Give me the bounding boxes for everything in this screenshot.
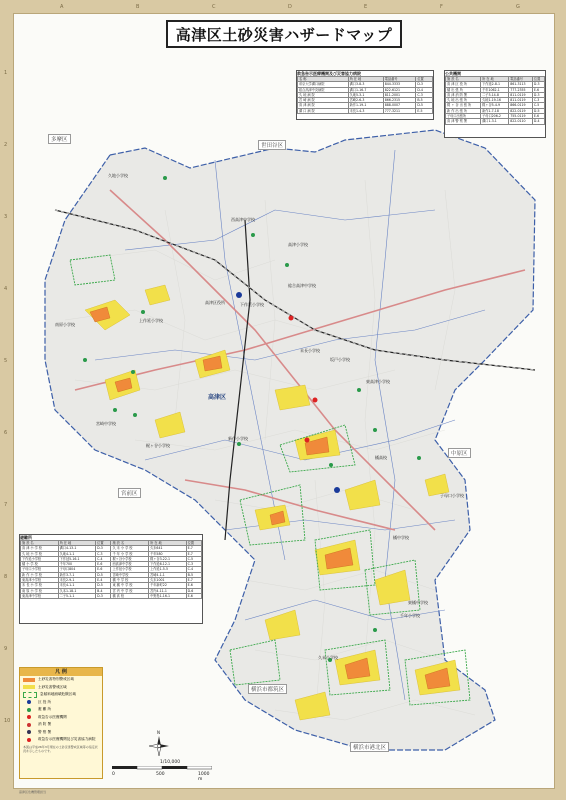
area-label-miyamae: 宮前区: [118, 488, 141, 498]
table-cell: 下作延2-8-1: [481, 82, 509, 87]
place-label: 梶ヶ谷小学校: [146, 443, 170, 448]
copyright: 高津区危機管理担当: [19, 790, 47, 794]
table-cell: 新作1-7-18: [481, 108, 509, 113]
table-cell: 高 津 消 防 署: [446, 92, 481, 97]
shelter-marker-9: [357, 388, 361, 392]
shelter-marker-7: [113, 408, 117, 412]
legend-swatch-icon: [27, 708, 31, 712]
table-cell: 上作延小学校: [111, 567, 149, 572]
place-label: 高津小学校: [288, 242, 308, 247]
area-label-tama: 多摩区: [48, 134, 71, 144]
legend-swatch-icon: [27, 723, 31, 727]
table-cell: D-5: [96, 583, 111, 588]
public-table-header: 公共機関: [445, 71, 461, 76]
table-cell: 久 地 出 張 所: [446, 98, 481, 103]
place-label: 下作延小学校: [240, 302, 264, 307]
legend-item: [20, 714, 102, 722]
table-cell: 久地5-3-1: [348, 92, 383, 97]
table-cell: 梶ヶ谷5-4-9: [481, 103, 509, 108]
compass-n: N: [157, 730, 160, 735]
hospital-marker-2: [313, 398, 318, 403]
table-cell: C-5: [532, 103, 544, 108]
grid-letter: B: [136, 4, 140, 10]
table-cell: 末長4-1-1: [58, 583, 96, 588]
table-cell: 844-3333: [383, 82, 416, 87]
table-cell: 新作1-19-1: [348, 103, 383, 108]
grid-number: 9: [4, 646, 8, 652]
grid-number: 4: [4, 286, 8, 292]
table-cell: 宮崎4-1-1: [149, 572, 187, 577]
table-cell: 新 作 小 学 校: [21, 572, 59, 577]
table-cell: 777-3211: [383, 108, 416, 113]
table-cell: E-6: [186, 583, 201, 588]
table-cell: 宮 崎 病 院: [298, 98, 349, 103]
place-label: 子母口小学校: [440, 493, 464, 498]
grid-number: 7: [4, 502, 8, 508]
grid-number: 5: [4, 358, 8, 364]
shelter-marker-11: [237, 442, 241, 446]
table-cell: 末長1-4-3: [348, 108, 383, 113]
table-header-cell: 位置: [96, 541, 111, 546]
table-cell: 861-3113: [509, 82, 533, 87]
grid-number: 3: [4, 214, 8, 220]
area-label-tsuzuki: 横浜市都筑区: [248, 684, 287, 694]
table-cell: 橘 出 張 所: [446, 87, 481, 92]
table-header-cell: 所 在 地: [58, 541, 96, 546]
table-cell: 久本1-18-1: [58, 588, 96, 593]
table-cell: D-3: [96, 546, 111, 551]
table-cell: 下作延6-12-1: [149, 562, 187, 567]
table-cell: E-6: [532, 87, 544, 92]
legend-label: 消 防 署: [38, 722, 52, 727]
table-cell: 東 橘 中 学 校: [111, 583, 149, 588]
place-label: 久末小学校: [318, 655, 338, 660]
legend-swatch-icon: [27, 738, 31, 742]
grid-number: 10: [4, 718, 11, 724]
legend-label: 急傾斜地崩壊危険区域: [40, 692, 76, 697]
table-cell: E-7: [186, 546, 201, 551]
table-cell: 新作3-7-1: [58, 572, 96, 577]
legend-item: [20, 736, 102, 744]
shelter-marker-4: [141, 310, 145, 314]
ward-office-marker: [236, 292, 242, 298]
legend-swatch-icon: [23, 678, 35, 682]
table-header-cell: 施 設 名: [111, 541, 149, 546]
area-label-kohoku: 横浜市港北区: [350, 742, 389, 752]
table-cell: 久末641: [149, 546, 187, 551]
table-cell: 末長2-9-1: [58, 578, 96, 583]
area-label-setagaya: 世田谷区: [258, 140, 286, 150]
table-cell: 子母口出張所: [446, 114, 481, 119]
table-cell: D-3: [532, 82, 544, 87]
table-cell: 宮崎中学校: [111, 572, 149, 577]
table-cell: 千年580: [149, 551, 187, 556]
grid-letter: F: [440, 4, 443, 10]
table-cell: 866-0119: [509, 103, 533, 108]
table-cell: 宮崎2-6-3: [348, 98, 383, 103]
table-cell: 東高津小学校: [21, 578, 59, 583]
table-cell: 888-0007: [383, 103, 416, 108]
table-cell: 総合高津中央病院: [298, 87, 349, 92]
table-cell: 橘 小 学 校: [21, 562, 59, 567]
legend-swatch-icon: [23, 692, 37, 698]
table-cell: 溝口1-3-1: [481, 119, 509, 124]
public-facility-table: [444, 70, 546, 138]
medical-table-grid: [297, 76, 433, 114]
table-cell: 久末1001: [149, 578, 187, 583]
scale-ratio: 1/10,000: [160, 760, 181, 765]
table-cell: C-3: [96, 551, 111, 556]
table-header-cell: 名 称: [298, 77, 349, 82]
north-arrow-icon: [148, 735, 170, 757]
shelter-marker-14: [373, 628, 377, 632]
map-title-box: [166, 20, 402, 48]
scale-bar: [112, 760, 212, 780]
table-cell: 千年1062-1: [481, 87, 509, 92]
table-header-cell: 電話番号: [509, 77, 533, 82]
table-cell: 久地1-19-16: [481, 98, 509, 103]
medical-table-header: 救急告示医療機関及び災害協力病院: [297, 71, 361, 76]
table-cell: 宮内4-11-1: [149, 588, 187, 593]
place-label: 久地小学校: [108, 173, 128, 178]
scale-tick-500: 500: [156, 772, 165, 777]
place-label: 千年小学校: [400, 613, 420, 618]
table-cell: E-6: [96, 562, 111, 567]
area-label-nakahara: 中原区: [448, 448, 471, 458]
table-header-cell: 電話番号: [383, 77, 416, 82]
table-header-cell: 施 設 名: [21, 541, 59, 546]
table-cell: D-5: [416, 103, 433, 108]
place-label: 東高津小学校: [366, 379, 390, 384]
table-cell: 久 末 小 学 校: [111, 546, 149, 551]
table-cell: 中野島1-16-1: [149, 593, 187, 598]
table-cell: 上作延1-5-5: [149, 567, 187, 572]
table-row: [446, 119, 545, 124]
table-cell: D-6: [186, 588, 201, 593]
shelter-table-header: 避難所: [20, 535, 32, 540]
table-cell: 755-0119: [509, 114, 533, 119]
legend-rows: [20, 676, 102, 744]
table-cell: C-3: [532, 98, 544, 103]
place-label: 橘中学校: [393, 535, 409, 540]
table-cell: 二子5-1-1: [58, 593, 96, 598]
table-cell: 西高津中学校: [111, 562, 149, 567]
place-label: 高津区役所: [205, 300, 225, 305]
ward-area-background: [45, 130, 535, 750]
public-table-grid: [445, 76, 545, 125]
legend-label: 救急告示医療機関: [38, 714, 67, 719]
table-cell: 高 津 区 役 所: [446, 82, 481, 87]
table-cell: B-5: [416, 98, 433, 103]
shelter-table-grid: [20, 540, 202, 599]
table-cell: 811-0119: [509, 92, 533, 97]
table-header-cell: 施 設 名: [446, 77, 481, 82]
table-row: [298, 108, 433, 113]
shelter-marker-3: [285, 263, 289, 267]
table-header-cell: 所 在 地: [481, 77, 509, 82]
table-header-cell: 所 在 地: [149, 541, 187, 546]
scale-tick-1000: 1000 m: [198, 772, 210, 782]
legend-item: [20, 684, 102, 692]
table-cell: 811-2001: [383, 92, 416, 97]
grid-letter: C: [212, 4, 216, 10]
legend-item: [20, 691, 102, 699]
table-cell: 二子3-14-8: [481, 92, 509, 97]
table-cell: D-3: [532, 92, 544, 97]
table-header-cell: 位置: [532, 77, 544, 82]
map-title: 高津区土砂災害ハザードマップ: [175, 25, 393, 44]
shelter-marker-10: [373, 428, 377, 432]
table-cell: 梶ヶ谷小学校: [111, 556, 149, 561]
legend-label: 土砂災害特別警戒区域: [38, 677, 74, 682]
table-cell: 子母口804: [58, 567, 96, 572]
legend-label: 救急告示医療機関及び災害協力病院: [38, 737, 96, 742]
hospital-marker-3: [305, 438, 310, 443]
table-cell: 久 地 小 学 校: [21, 551, 59, 556]
place-label: 坂戸小学校: [330, 357, 350, 362]
table-cell: 高 津 警 察 署: [446, 119, 481, 124]
table-cell: 溝口1-16-7: [348, 87, 383, 92]
legend-item: [20, 699, 102, 707]
legend-label: 土砂災害警戒区域: [38, 684, 67, 689]
grid-number: 1: [4, 70, 8, 76]
legend-title: 凡 例: [20, 668, 102, 676]
table-cell: D-5: [532, 108, 544, 113]
table-cell: 新 作 出 張 所: [446, 108, 481, 113]
table-cell: 橘 中 学 校: [111, 578, 149, 583]
table-cell: E-7: [186, 551, 201, 556]
medical-facility-table: [296, 70, 434, 120]
hospital-marker: [289, 316, 294, 321]
table-row: [21, 593, 202, 598]
place-label: 新作小学校: [228, 436, 248, 441]
place-label: 橘高校: [375, 455, 387, 460]
table-cell: E-6: [186, 593, 201, 598]
table-cell: 下作延5-16-1: [58, 556, 96, 561]
legend-item: [20, 729, 102, 737]
table-cell: E-6: [532, 114, 544, 119]
table-cell: 子母口206-2: [481, 114, 509, 119]
table-cell: 橘 高 校: [111, 593, 149, 598]
table-header-cell: 位置: [186, 541, 201, 546]
table-cell: E-4: [96, 578, 111, 583]
table-cell: 千年700: [58, 562, 96, 567]
table-cell: D-4: [532, 119, 544, 124]
place-label: 南原小学校: [55, 322, 75, 327]
legend-item: [20, 721, 102, 729]
legend-swatch-icon: [27, 700, 31, 704]
table-cell: 梶ヶ谷3-22-1: [149, 556, 187, 561]
table-cell: 久 地 病 院: [298, 92, 349, 97]
place-label: 末長小学校: [300, 348, 320, 353]
table-cell: 溝 口 病 院: [298, 108, 349, 113]
table-cell: 811-0119: [509, 98, 533, 103]
table-cell: C-3: [416, 92, 433, 97]
table-cell: 帝京大学溝口病院: [298, 82, 349, 87]
table-cell: D-3: [416, 82, 433, 87]
table-header-cell: 位置: [416, 77, 433, 82]
scale-tick-0: 0: [112, 772, 115, 777]
table-cell: 子母口小学校: [21, 567, 59, 572]
legend-item: [20, 676, 102, 684]
map-legend: [19, 667, 103, 779]
legend-label: 避 難 所: [38, 707, 52, 712]
table-cell: 南 原 小 学 校: [21, 588, 59, 593]
table-cell: 梶 ヶ 谷 出 張 所: [446, 103, 481, 108]
grid-letter: A: [60, 4, 64, 10]
table-cell: 822-6121: [383, 87, 416, 92]
place-label: 東橘中学校: [408, 600, 428, 605]
table-cell: 822-0119: [509, 108, 533, 113]
table-cell: 溝口3-8-3: [348, 82, 383, 87]
shelter-marker-6: [131, 370, 135, 374]
table-cell: C-5: [186, 556, 201, 561]
shelter-marker-8: [133, 413, 137, 417]
legend-item: [20, 706, 102, 714]
grid-letter: D: [288, 4, 292, 10]
legend-swatch-icon: [23, 685, 35, 689]
table-cell: 久地4-1-1: [58, 551, 96, 556]
table-cell: C-3: [186, 562, 201, 567]
table-cell: E-5: [416, 108, 433, 113]
legend-note: 本図は平成26年3月現在の土砂災害警戒区域等の指定状況を示したものです。: [23, 744, 98, 753]
table-cell: 高 津 小 学 校: [21, 546, 59, 551]
place-label: 上作延小学校: [139, 318, 163, 323]
table-cell: D-4: [416, 87, 433, 92]
grid-number: 2: [4, 142, 8, 148]
table-cell: D-5: [96, 572, 111, 577]
table-cell: 866-2315: [383, 98, 416, 103]
table-cell: 宮 内 中 学 校: [111, 588, 149, 593]
shelter-table: [19, 534, 203, 624]
grid-letter: E: [364, 4, 368, 10]
table-cell: B-5: [186, 572, 201, 577]
table-cell: E-7: [186, 578, 201, 583]
ward-label: 高津区: [208, 394, 227, 401]
legend-swatch-icon: [27, 715, 31, 719]
grid-number: 6: [4, 430, 8, 436]
place-label: 総合高津中学校: [288, 283, 316, 288]
table-cell: 東高津中学校: [21, 593, 59, 598]
table-cell: 千年新町22: [149, 583, 187, 588]
shelter-marker-12: [417, 456, 421, 460]
table-cell: B-4: [96, 588, 111, 593]
grid-number: 8: [4, 574, 8, 580]
place-label: 宮崎中学校: [96, 421, 116, 426]
table-cell: 下作延小学校: [21, 556, 59, 561]
scale-bar-graphic: [112, 766, 212, 771]
grid-letter: G: [516, 4, 520, 10]
legend-label: 警 察 署: [38, 729, 52, 734]
shelter-marker-13: [329, 463, 333, 467]
table-header-cell: 所 在 地: [348, 77, 383, 82]
table-cell: 溝口4-13-1: [58, 546, 96, 551]
table-cell: 千 年 小 学 校: [111, 551, 149, 556]
branch-office-marker: [334, 487, 340, 493]
table-cell: D-3: [96, 593, 111, 598]
shelter-marker-5: [83, 358, 87, 362]
shelter-marker-2: [251, 233, 255, 237]
shelter-marker: [163, 176, 167, 180]
table-cell: C-4: [96, 556, 111, 561]
table-cell: 822-0110: [509, 119, 533, 124]
table-cell: 高 津 病 院: [298, 103, 349, 108]
place-label: 西高津中学校: [231, 217, 255, 222]
table-cell: 777-2355: [509, 87, 533, 92]
table-cell: 末 長 小 学 校: [21, 583, 59, 588]
legend-swatch-icon: [27, 730, 31, 734]
legend-label: 区 役 所: [38, 699, 52, 704]
table-cell: E-6: [96, 567, 111, 572]
table-cell: C-4: [186, 567, 201, 572]
